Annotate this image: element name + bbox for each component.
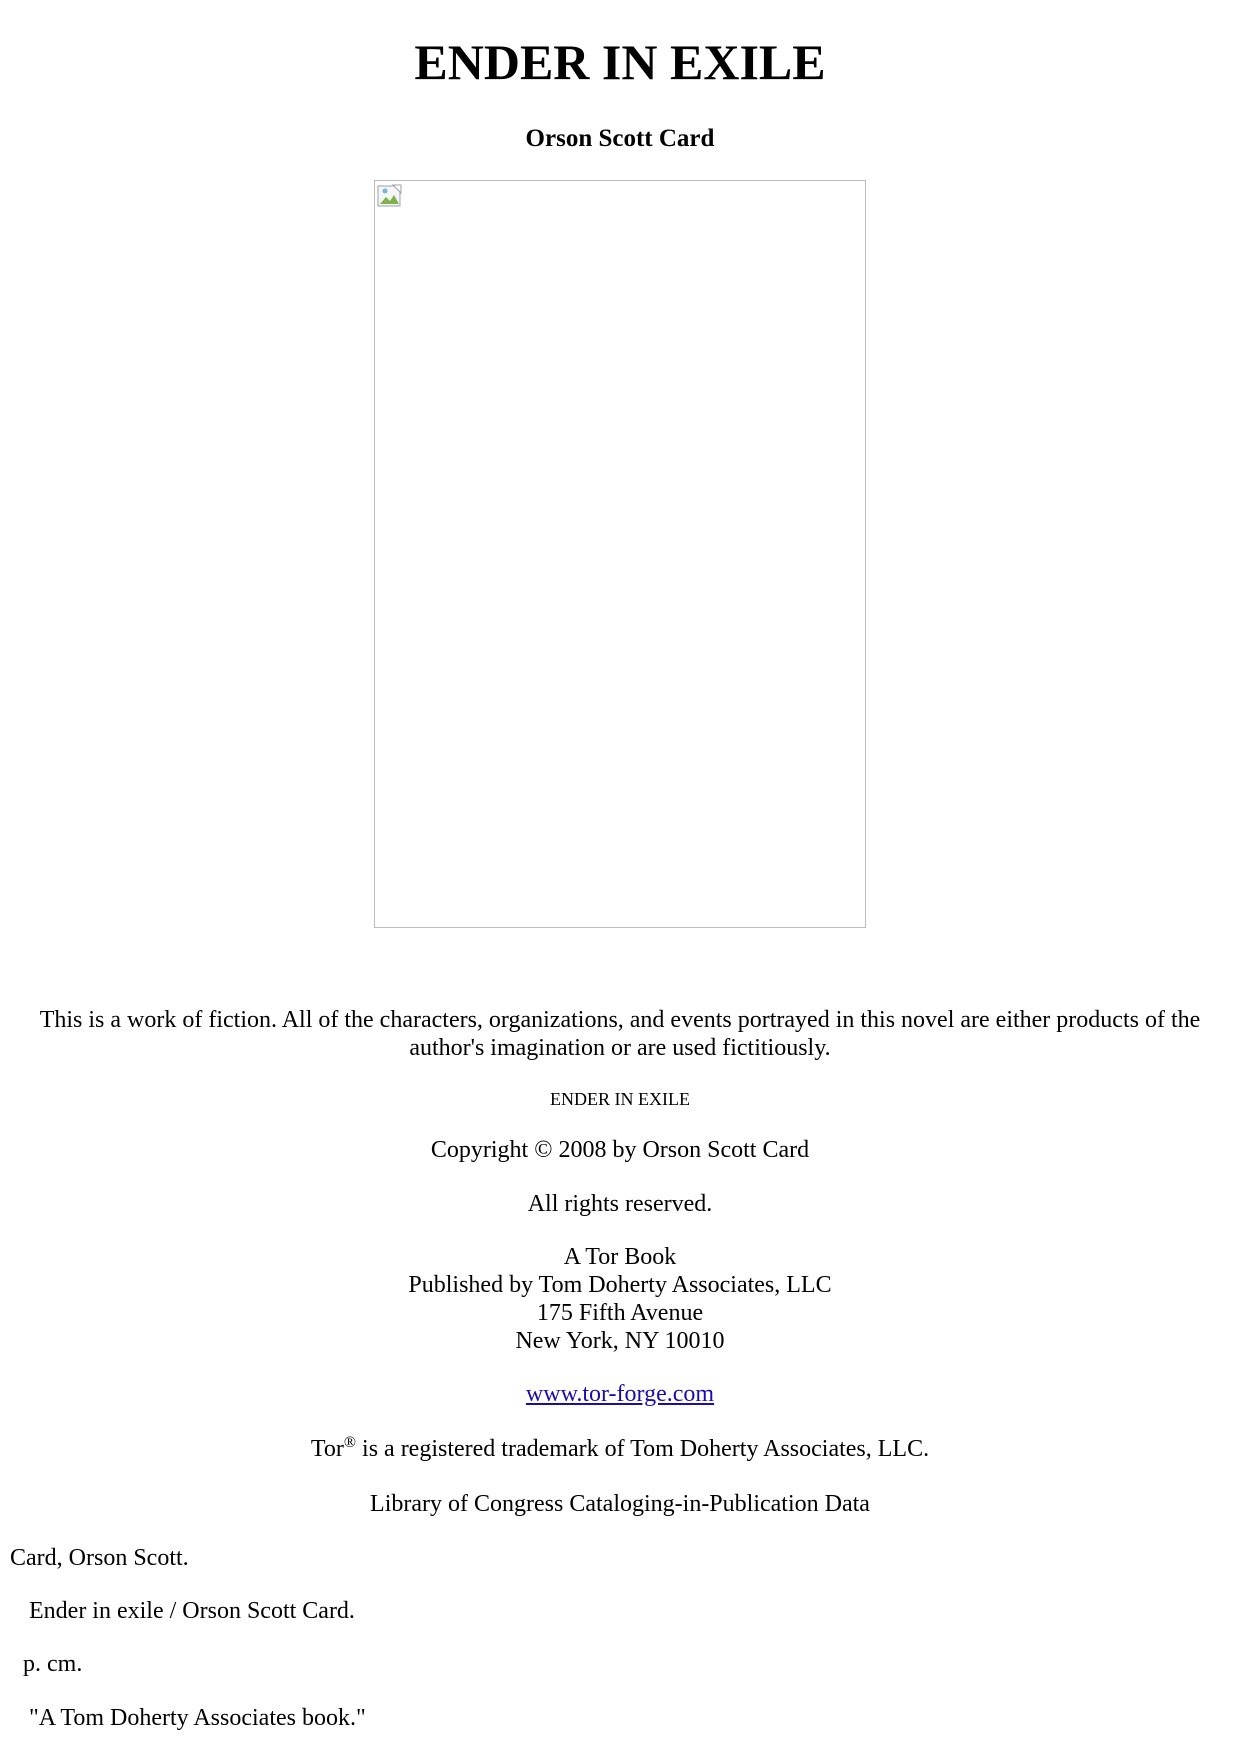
publisher-line: A Tor Book (563, 1244, 677, 1270)
website-line (0, 1380, 1240, 1408)
cataloging-entry: Ender in exile / Orson Scott Card. (29, 1598, 355, 1624)
trademark-notice (0, 1435, 1240, 1463)
broken-image-icon (377, 183, 403, 209)
copyright-notice: Copyright © 2008 by Orson Scott Card (430, 1137, 810, 1163)
book-title: ENDER IN EXILE (414, 34, 826, 90)
trademark-text: is a registered trademark of Tom Doherty Associates, LLC. (356, 1436, 930, 1462)
publisher-line: Published by Tom Doherty Associates, LLC (408, 1272, 832, 1298)
publisher-line: 175 Fifth Avenue (536, 1300, 704, 1326)
disclaimer-line: author's imagination or are used fictitiously. (409, 1035, 831, 1061)
cip-heading: Library of Congress Cataloging-in-Publication Data (370, 1491, 870, 1517)
disclaimer-line: This is a work of fiction. All of the characters, organizations, and events portrayed in this novel are either products of the (39, 1007, 1201, 1033)
publisher-block (0, 1243, 1240, 1355)
cataloging-entry: "A Tom Doherty Associates book." (29, 1705, 366, 1731)
rights-reserved: All rights reserved. (527, 1191, 713, 1217)
cataloging-entry: p. cm. (23, 1651, 83, 1677)
trademark-brand: Tor (310, 1436, 344, 1462)
cataloging-entry: Card, Orson Scott. (10, 1545, 189, 1571)
fiction-disclaimer (0, 1006, 1240, 1062)
cover-image-placeholder (374, 180, 866, 928)
publisher-line: New York, NY 10010 (515, 1328, 725, 1354)
publisher-website-link[interactable]: www.tor-forge.com (525, 1381, 715, 1407)
registered-mark: ® (343, 1434, 357, 1451)
book-author: Orson Scott Card (525, 125, 715, 152)
copyright-book-title: ENDER IN EXILE (550, 1089, 690, 1109)
